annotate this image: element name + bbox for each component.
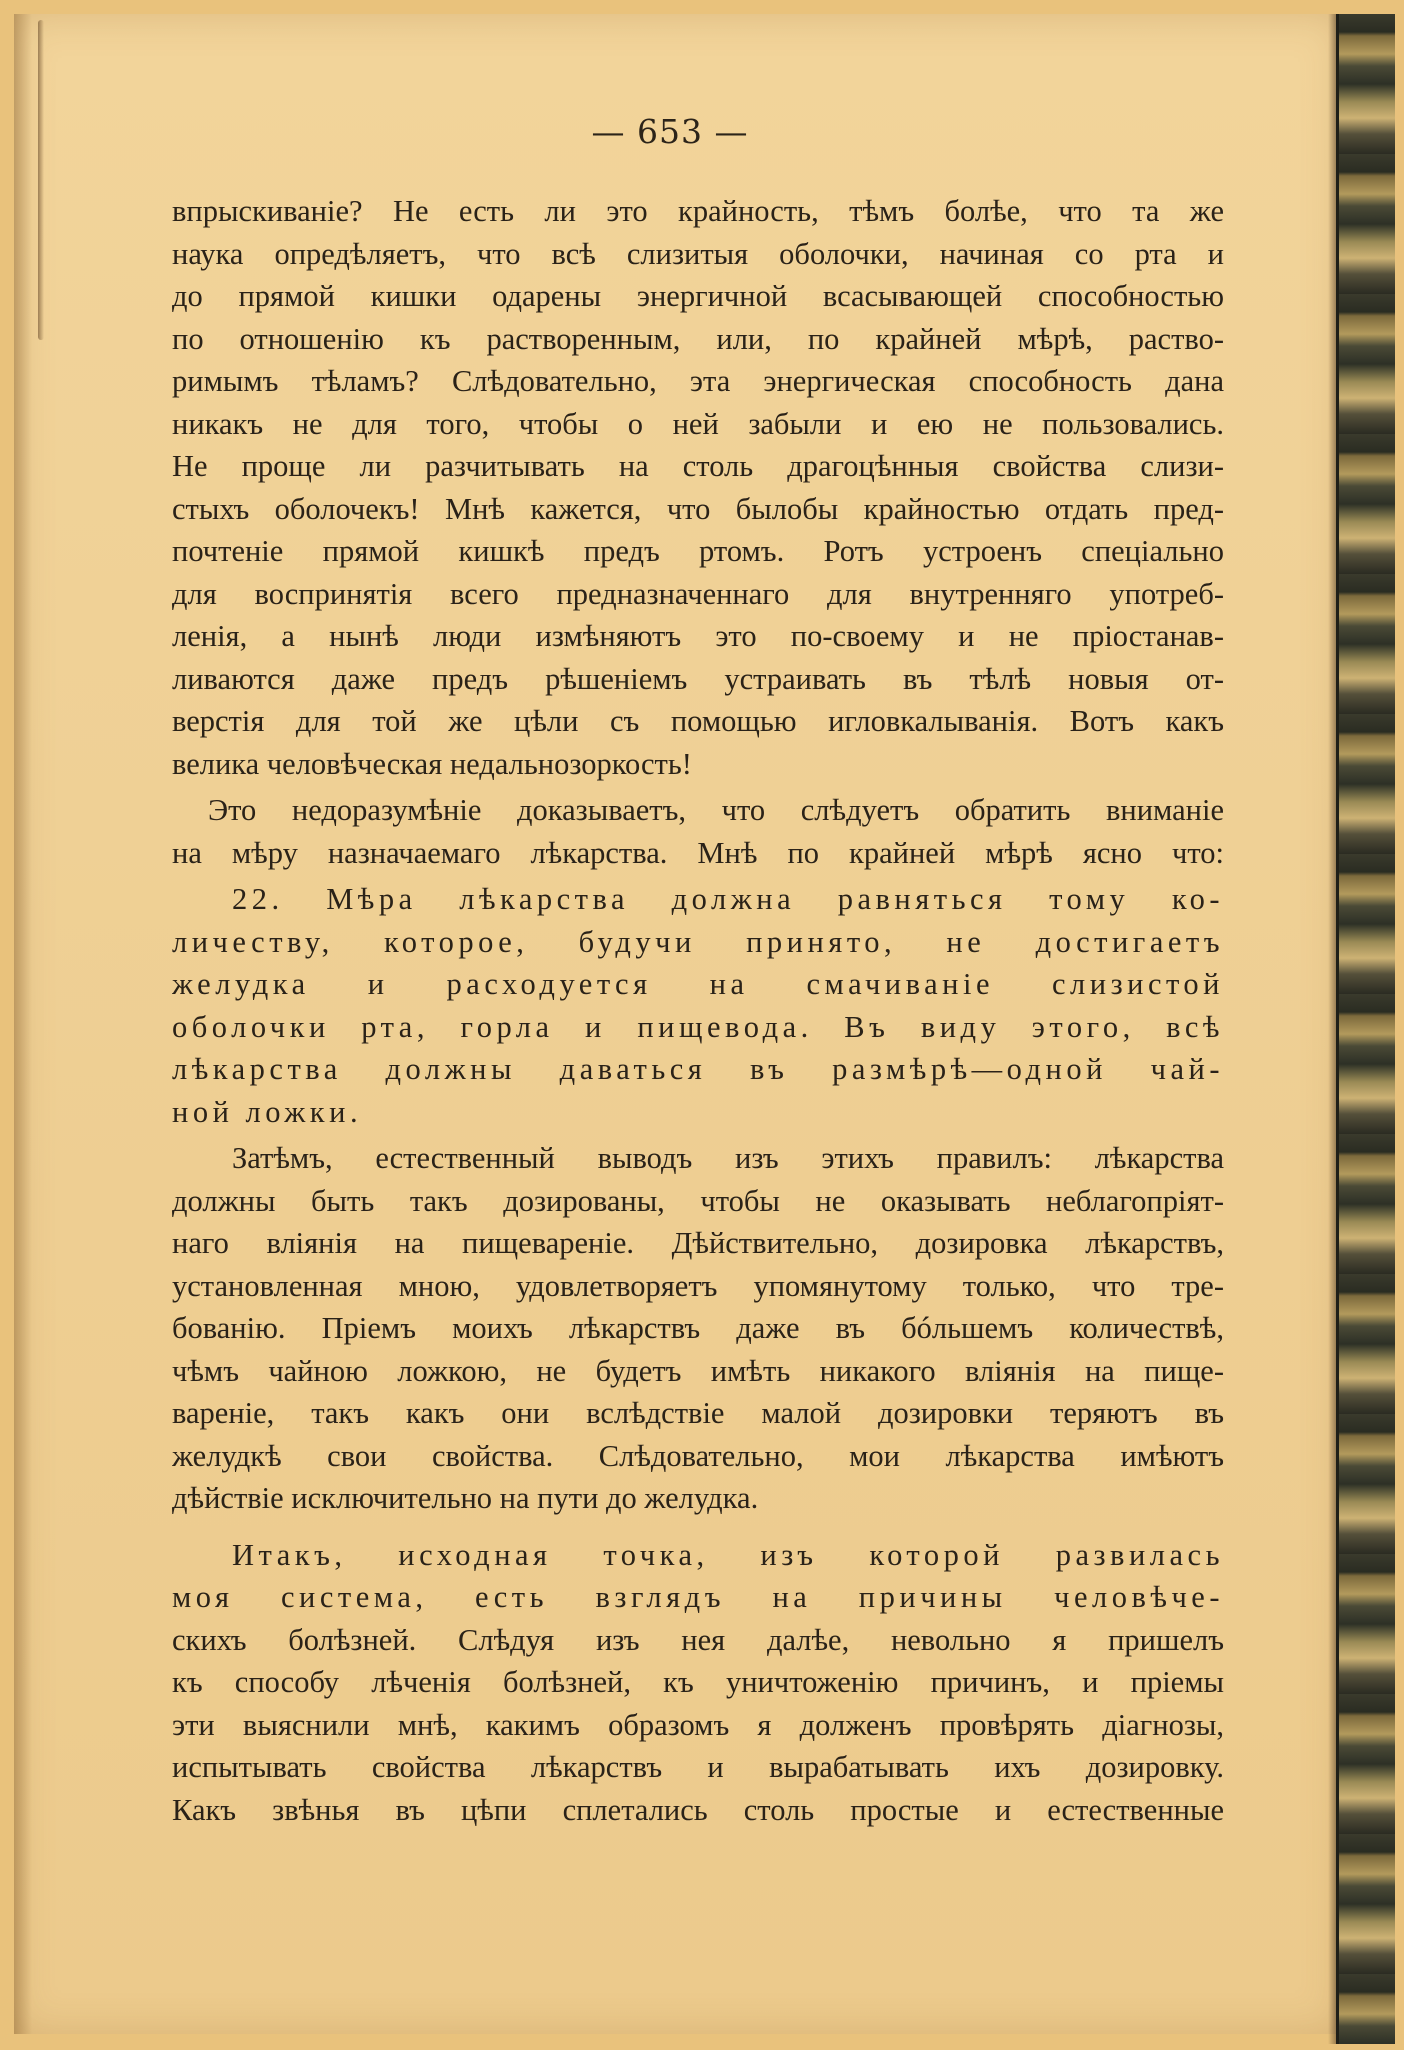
text-line: скихъ болѣзней. Слѣдуя изъ нея далѣе, невольно я пришелъ <box>172 1622 1224 1657</box>
text-line: для воспринятія всего предназначеннаго для внутренняго употреб- <box>172 576 1224 611</box>
text-line: ленія, а нынѣ люди измѣняютъ это по-своему и не пріостанав- <box>172 619 1224 653</box>
text-line: наука опредѣляетъ, что всѣ слизитыя оболочки, начиная со рта и <box>172 236 1224 271</box>
text-line: Затѣмъ, естественный выводъ изъ этихъ правилъ: лѣкарства <box>232 1141 1224 1175</box>
text-line: по отношенію къ растворенным, или, по крайней мѣрѣ, раство- <box>172 321 1224 356</box>
text-line: велика человѣческая недальнозоркость! <box>172 746 692 781</box>
text-line: къ способу лѣченія болѣзней, къ уничтоженію причинъ, и пріемы <box>172 1665 1224 1699</box>
text-line: впрыскиваніе? Не есть ли это крайность, тѣмъ болѣе, что та же <box>172 194 1224 228</box>
text-line: желудкѣ свои свойства. Слѣдовательно, мои лѣкарства имѣютъ <box>172 1438 1224 1473</box>
rule-text-line: ной ложки. <box>172 1094 363 1129</box>
text-line: испытывать свойства лѣкарствъ и вырабатывать ихъ дозировку. <box>172 1750 1224 1784</box>
text-line: дѣйствіе исключительно на пути до желудка. <box>172 1481 759 1515</box>
text-line: до прямой кишки одарены энергичной всасывающей способностью <box>172 279 1224 313</box>
page-number: — 653 — <box>591 112 749 151</box>
page-text <box>172 190 1224 1831</box>
book-binding <box>1336 14 1395 2044</box>
text-line: ливаются даже предъ рѣшеніемъ устраивать въ тѣлѣ новыя от- <box>172 661 1224 696</box>
text-line: никакъ не для того, чтобы о ней забыли и ею не пользовались. <box>172 406 1224 441</box>
text-line: почтеніе прямой кишкѣ предъ ртомъ. Ротъ устроенъ спеціально <box>172 534 1224 568</box>
text-line: вареніе, такъ какъ они вслѣдствіе малой дозировки теряютъ въ <box>172 1396 1224 1430</box>
rule-text-line: желудка и расходуется на смачиваніе слизистой <box>172 967 1224 1001</box>
text-line: установленная мною, удовлетворяетъ упомянутому только, что тре- <box>172 1268 1224 1303</box>
rule-text-line: лѣкарства должны даваться въ размѣрѣ—одной чай- <box>172 1052 1224 1086</box>
text-line: верстія для той же цѣли съ помощью игловкалыванія. Вотъ какъ <box>172 704 1224 738</box>
rule-text-line: 22. Мѣра лѣкарства должна равняться тому ко- <box>232 882 1224 916</box>
text-line: Не проще ли разчитывать на столь драгоцѣнныя свойства слизи- <box>172 449 1224 483</box>
rule-text-line: личеству, которое, будучи принято, не достигаетъ <box>172 924 1224 959</box>
rule-text-line: оболочки рта, горла и пищевода. Въ виду этого, всѣ <box>172 1009 1224 1044</box>
text-line: на мѣру назначаемаго лѣкарства. Мнѣ по крайней мѣрѣ ясно что: <box>172 835 1224 870</box>
thesis-text-line: Итакъ, исходная точка, изъ которой развилась <box>232 1537 1224 1572</box>
text-line: эти выяснили мнѣ, какимъ образомъ я долженъ провѣрять діагнозы, <box>172 1707 1224 1742</box>
thesis-text-line: моя система, есть взглядъ на причины человѣче- <box>172 1580 1224 1614</box>
page-tear-mark <box>38 20 44 340</box>
text-line: римымъ тѣламъ? Слѣдовательно, эта энергическая способность дана <box>172 364 1224 398</box>
text-line: бованію. Пріемъ моихъ лѣкарствъ даже въ бóльшемъ количествѣ, <box>172 1311 1224 1345</box>
text-line: Это недоразумѣніе доказываетъ, что слѣдуетъ обратить вниманіе <box>208 793 1224 827</box>
text-line: должны быть такъ дозированы, чтобы не оказывать неблагопріят- <box>172 1183 1224 1218</box>
text-line: Какъ звѣнья въ цѣпи сплетались столь простые и естественные <box>172 1792 1224 1827</box>
text-line: чѣмъ чайною ложкою, не будетъ имѣть никакого вліянія на пище- <box>172 1353 1224 1388</box>
text-line: стыхъ оболочекъ! Мнѣ кажется, что былобы крайностью отдать пред- <box>172 491 1224 526</box>
page-left-shadow <box>14 14 32 2034</box>
text-line: наго вліянія на пищевареніе. Дѣйствительно, дозировка лѣкарствъ, <box>172 1226 1224 1260</box>
